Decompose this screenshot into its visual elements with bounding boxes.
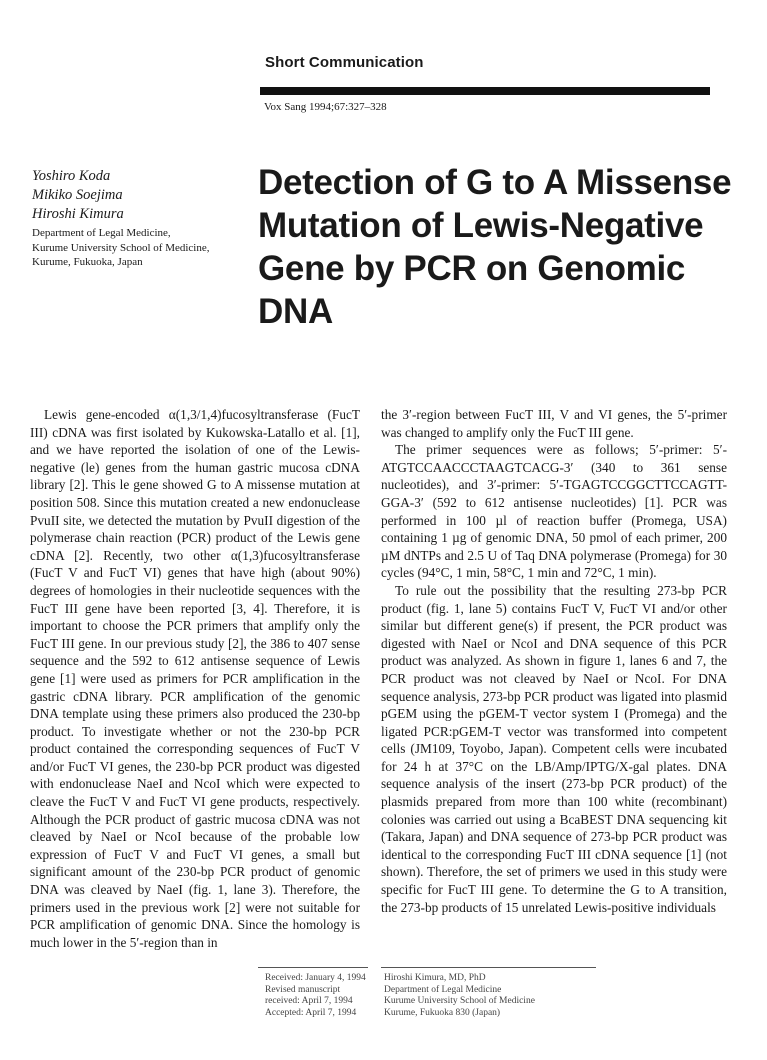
date-line: Accepted: April 7, 1994 (265, 1007, 357, 1018)
section-label: Short Communication (265, 54, 424, 71)
affiliation (32, 226, 210, 270)
article-title (258, 161, 738, 333)
footnote-rule-left (258, 967, 368, 968)
affiliation-line: Kurume University School of Medicine, (32, 241, 210, 254)
correspondence-address (384, 973, 535, 1019)
footnote-rule-right (381, 967, 596, 968)
date-line: Revised manuscript (265, 984, 341, 995)
address-line: Department of Legal Medicine (384, 984, 502, 995)
date-line: received: April 7, 1994 (265, 996, 353, 1006)
body-paragraph: To rule out the possibility that the resulting 273-bp PCR product (fig. 1, lane 5) contains FucT V, FucT VI and/or other similar but different gene(s) if present, the PCR product was digested with NaeI or NcoI and DNA sequence of this PCR product was analyzed. As shown in figure 1, lanes 6 and 7, the PCR product was not cleaved by NaeI or NcoI. For DNA sequence analysis, 273-bp PCR product was ligated into plasmid pGEM using the pGEM-T vector system I (Promega) and the ligated PCR:pGEM-T vector was transformed into competent cells (JM109, Toyobo, Japan). Competent cells were incubated for 24 h at 37°C on the LB/Amp/IPTG/X-gal plates. DNA sequence analysis of the insert (273-bp PCR product) of the plasmids prepared from more than 100 white (recombinant) colonies was carried out using a BcaBEST DNA sequencing kit (Takara, Japan) and DNA sequence of 273-bp PCR product was identical to the corresponding FucT III cDNA sequence [1] (not shown). Therefore, the set of primers we used in this study were specific for FucT III gene. To determine the G to A transition, the 273-bp products of 15 unrelated Lewis-positive individuals (381, 582, 727, 915)
address-line: Hiroshi Kimura, MD, PhD (384, 973, 486, 983)
title-line: Mutation of Lewis-Negative (258, 206, 704, 245)
author-list (32, 167, 124, 224)
author-name: Hiroshi Kimura (32, 206, 124, 222)
address-line: Kurume University School of Medicine (384, 996, 535, 1006)
author-name: Yoshiro Koda (32, 168, 111, 184)
author-name: Mikiko Soejima (32, 187, 123, 203)
body-paragraph: the 3′-region between FucT III, V and VI genes, the 5′-primer was changed to amplify only the FucT III gene. (381, 407, 727, 440)
received-dates (265, 973, 366, 1019)
body-column-right (381, 406, 727, 916)
header-rule (260, 87, 710, 95)
journal-citation: Vox Sang 1994;67:327–328 (264, 101, 387, 113)
body-paragraph: The primer sequences were as follows; 5′-primer: 5′-ATGTCCAACCCTAAGTCACG-3′ (340 to 361 sense nucleotides), and 3′-primer: 5′-TGAGTCCGGCTTCCAGTT-GGA-3′ (592 to 612 antisense nucleotides) [1]. PCR was performed in 100 µl of reaction buffer (Promega, USA) containing 1 µg of genomic DNA, 50 pmol of each primer, 200 µM dNTPs and 2.5 U of Taq DNA polymerase (Promega) for 30 cycles (94°C, 1 min, 58°C, 1 min and 72°C, 1 min). (381, 442, 727, 581)
title-line: Gene by PCR on Genomic DNA (258, 249, 686, 331)
affiliation-line: Department of Legal Medicine, (32, 227, 171, 239)
body-paragraph: Lewis gene-encoded α(1,3/1,4)fucosyltransferase (FucT III) cDNA was first isolated by Kukowska-Latallo et al. [1], and we have reported the isolation of one of the Lewis-negative (le) genes from the human gastric mucosa cDNA library [2]. This le gene showed G to A missense mutation at position 508. Since this mutation created a new endonuclease PvuII site, we detected the mutation by PvuII digestion of the polymerase chain reaction (PCR) product of the Lewis gene cDNA [2]. Recently, two other α(1,3)fucosyltransferase (FucT V and FucT VI) genes that have high (about 90%) degrees of homologies in their nucleotide sequences with the FucT III gene have been reported [3, 4]. Therefore, it is important to choose the PCR primers that amplify only the FucT III gene. In our previous study [2], the 386 to 407 sense sequence and the 592 to 612 antisense sequence of Lewis gene [1] were used as primers for PCR amplification in the gastric cDNA library. PCR amplification of the genomic DNA template using these primers also produced the 230-bp product. To investigate whether or not the 230-bp PCR product contained the corresponding sequences of FucT V and/or FucT VI genes, the 230-bp PCR product was digested with endonuclease NaeI and NcoI which were expected to cleave the FucT V and FucT VI gene products, respectively. Although the PCR product of gastric mucosa cDNA was not cleaved by NaeI or NcoI because of the probable low expression of FucT V and FucT VI genes, a small but significant amount of the 230-bp PCR product of genomic DNA was cleaved by NaeI (fig. 1, lane 3). Therefore, the primers used in the previous work [2] were not suitable for PCR amplification of genomic DNA. Since the homology is much lower in the 5′-region than in (30, 407, 360, 950)
date-line: Received: January 4, 1994 (265, 973, 366, 983)
affiliation-line: Kurume, Fukuoka, Japan (32, 256, 143, 268)
title-line: Detection of G to A Missense (258, 163, 732, 202)
address-line: Kurume, Fukuoka 830 (Japan) (384, 1007, 501, 1018)
body-column-left (30, 406, 360, 951)
